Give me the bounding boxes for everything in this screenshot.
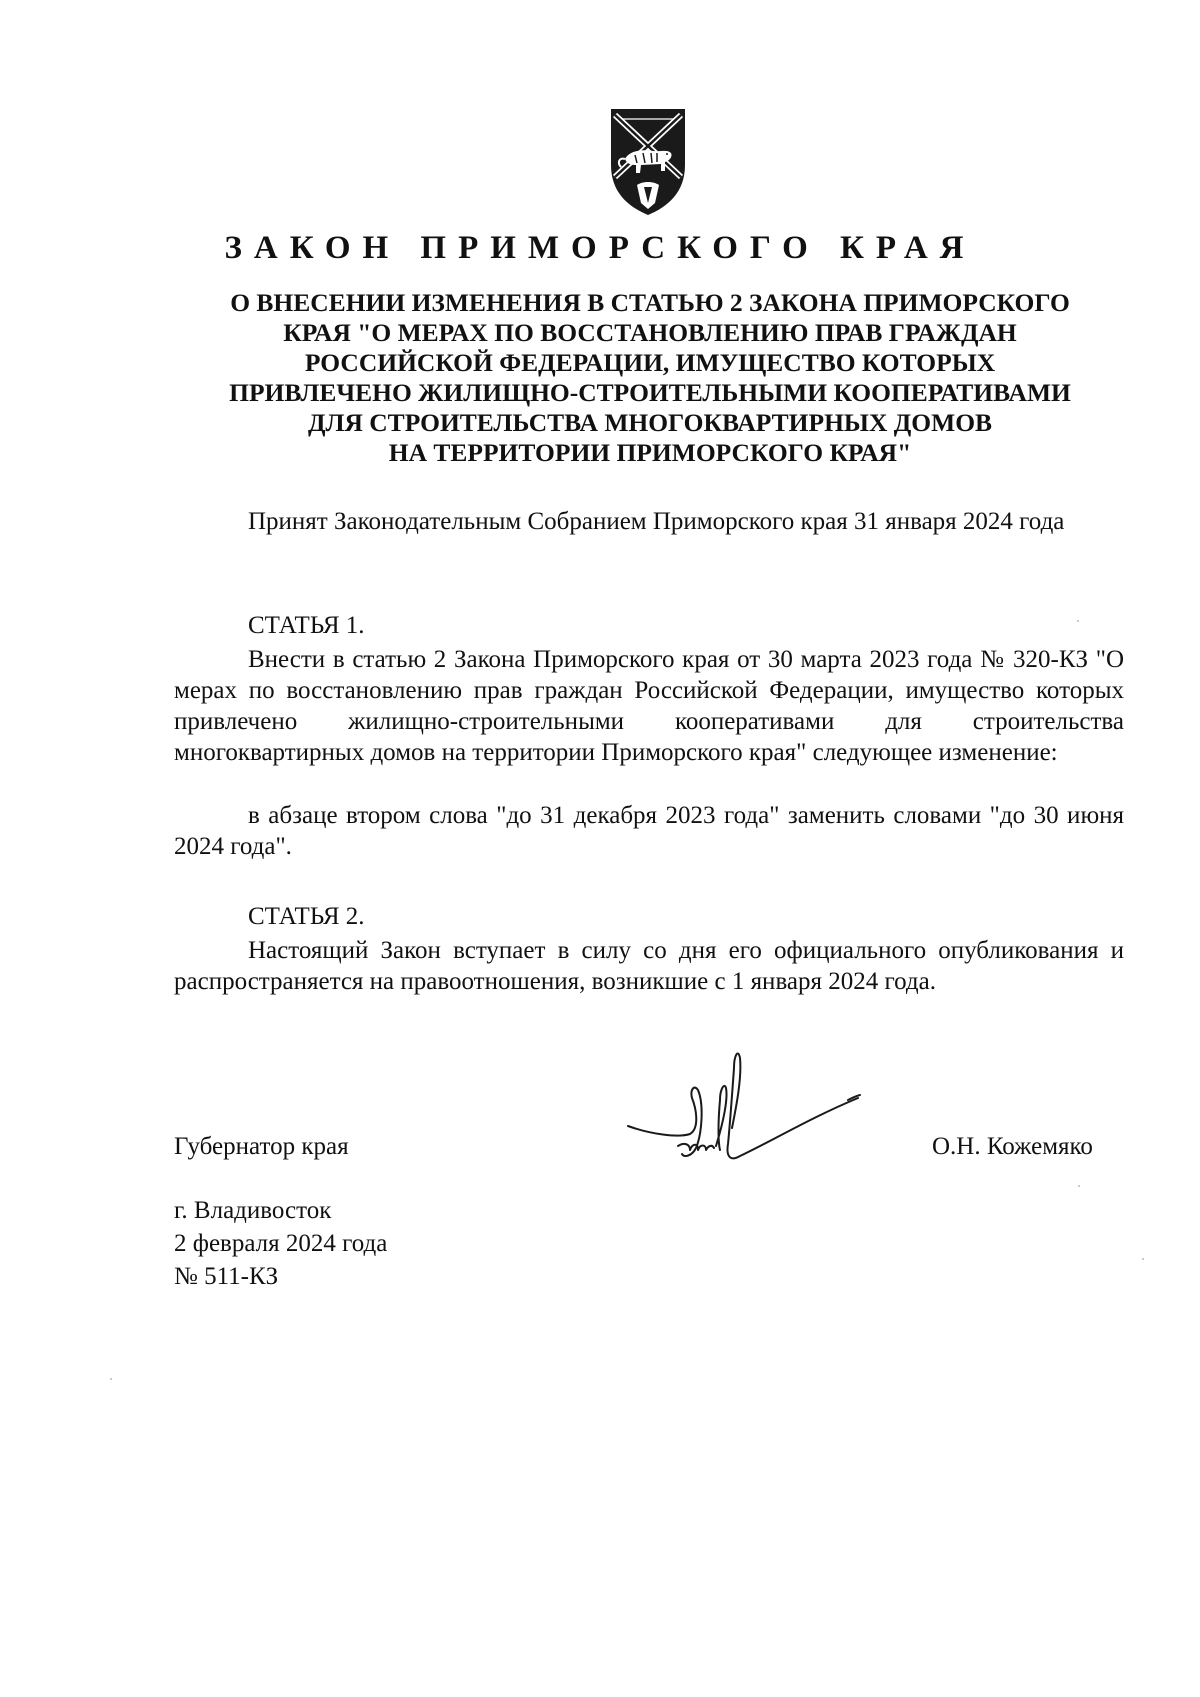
law-subject-line: ДЛЯ СТРОИТЕЛЬСТВА МНОГОКВАРТИРНЫХ ДОМОВ [307, 408, 993, 437]
article-1-paragraph-1: Внести в статью 2 Закона Приморского края от 30 марта 2023 года № 320-КЗ "О мерах по восстановлению прав граждан Российской Федерации, имущество которых привлечено жилищно-строительными кооперативами для строительства многоквартирных домов на территории Приморского края" следующее изменение: [174, 646, 1124, 766]
article-2-paragraph-1: Настоящий Закон вступает в силу со дня его официального опубликования и распространяется на правоотношения, возникшие с 1 января 2024 года. [174, 937, 1124, 995]
law-subject-line: НА ТЕРРИТОРИИ ПРИМОРСКОГО КРАЯ" [388, 438, 912, 467]
issue-city: г. Владивосток [174, 1197, 332, 1224]
article-1-heading: СТАТЬЯ 1. [248, 612, 365, 639]
law-title: ЗАКОН ПРИМОРСКОГО КРАЯ [224, 230, 976, 266]
signatory-name: О.Н. Кожемяко [932, 1133, 1093, 1160]
law-subject-line: О ВНЕСЕНИИ ИЗМЕНЕНИЯ В СТАТЬЮ 2 ЗАКОНА ПРИМОРСКОГО [230, 288, 1070, 317]
law-subject-line: КРАЯ "О МЕРАХ ПО ВОССТАНОВЛЕНИЮ ПРАВ ГРАЖДАН [283, 318, 1017, 347]
law-subject-line: РОССИЙСКОЙ ФЕДЕРАЦИИ, ИМУЩЕСТВО КОТОРЫХ [304, 348, 996, 377]
law-subject-line: ПРИВЛЕЧЕНО ЖИЛИЩНО-СТРОИТЕЛЬНЫМИ КООПЕРАТИВАМИ [229, 378, 1071, 407]
document-footer [174, 1194, 387, 1293]
article-1-paragraph-2: в абзаце втором слова "до 31 декабря 2023 года" заменить словами "до 30 июня 2024 года". [174, 802, 1124, 860]
law-number: № 511-КЗ [174, 1263, 279, 1290]
coat-of-arms-icon [607, 107, 689, 217]
issue-date: 2 февраля 2024 года [174, 1230, 388, 1257]
signatory-role: Губернатор края [174, 1133, 349, 1160]
handwritten-signature [620, 1038, 870, 1188]
scan-speck [110, 1378, 112, 1380]
scan-speck [1077, 620, 1079, 622]
scan-speck [1142, 1258, 1144, 1260]
scan-speck [1078, 1185, 1080, 1187]
article-2-heading: СТАТЬЯ 2. [248, 903, 365, 930]
law-subject [170, 288, 1130, 468]
adoption-note: Принят Законодательным Собранием Приморского края 31 января 2024 года [248, 508, 1065, 535]
